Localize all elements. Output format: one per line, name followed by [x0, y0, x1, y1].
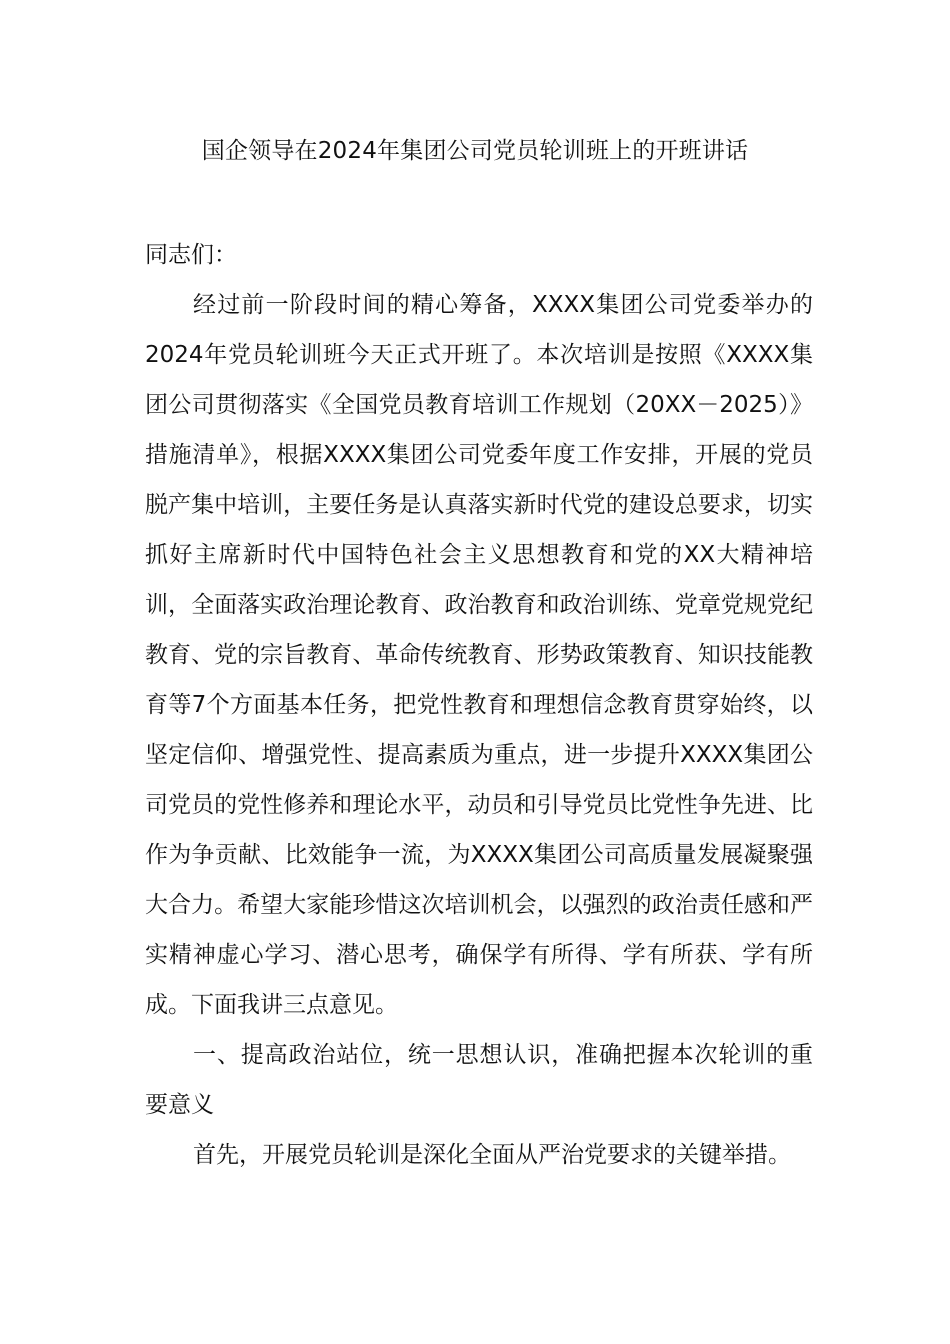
- paragraph-first-point: 首先，开展党员轮训是深化全面从严治党要求的关键举措。: [193, 1142, 791, 1168]
- document-title: 国企领导在2024年集团公司党员轮训班上的开班讲话: [201, 138, 749, 164]
- salutation: 同志们：: [145, 242, 237, 268]
- document-body: [145, 230, 813, 1180]
- section-heading-one: 一、提高政治站位，统一思想认识，准确把握本次轮训的重要意义: [145, 1042, 813, 1118]
- paragraph-opening: 经过前一阶段时间的精心筹备，XXXX集团公司党委举办的2024年党员轮训班今天正式开班了。本次培训是按照《XXXX集团公司贯彻落实《全国党员教育培训工作规划（20XX－2025）》措施清单》，根据XXXX集团公司党委年度工作安排，开展的党员脱产集中培训，主要任务是认真落实新时代党的建设总要求，切实抓好主席新时代中国特色社会主义思想教育和党的XX大精神培训，全面落实政治理论教育、政治教育和政治训练、党章党规党纪教育、党的宗旨教育、革命传统教育、形势政策教育、知识技能教育等7个方面基本任务，把党性教育和理想信念教育贯穿始终，以坚定信仰、增强党性、提高素质为重点，进一步提升XXXX集团公司党员的党性修养和理论水平，动员和引导党员比党性争先进、比作为争贡献、比效能争一流，为XXXX集团公司高质量发展凝聚强大合力。希望大家能珍惜这次培训机会，以强烈的政治责任感和严实精神虚心学习、潜心思考，确保学有所得、学有所获、学有所成。下面我讲三点意见。: [145, 292, 813, 1018]
